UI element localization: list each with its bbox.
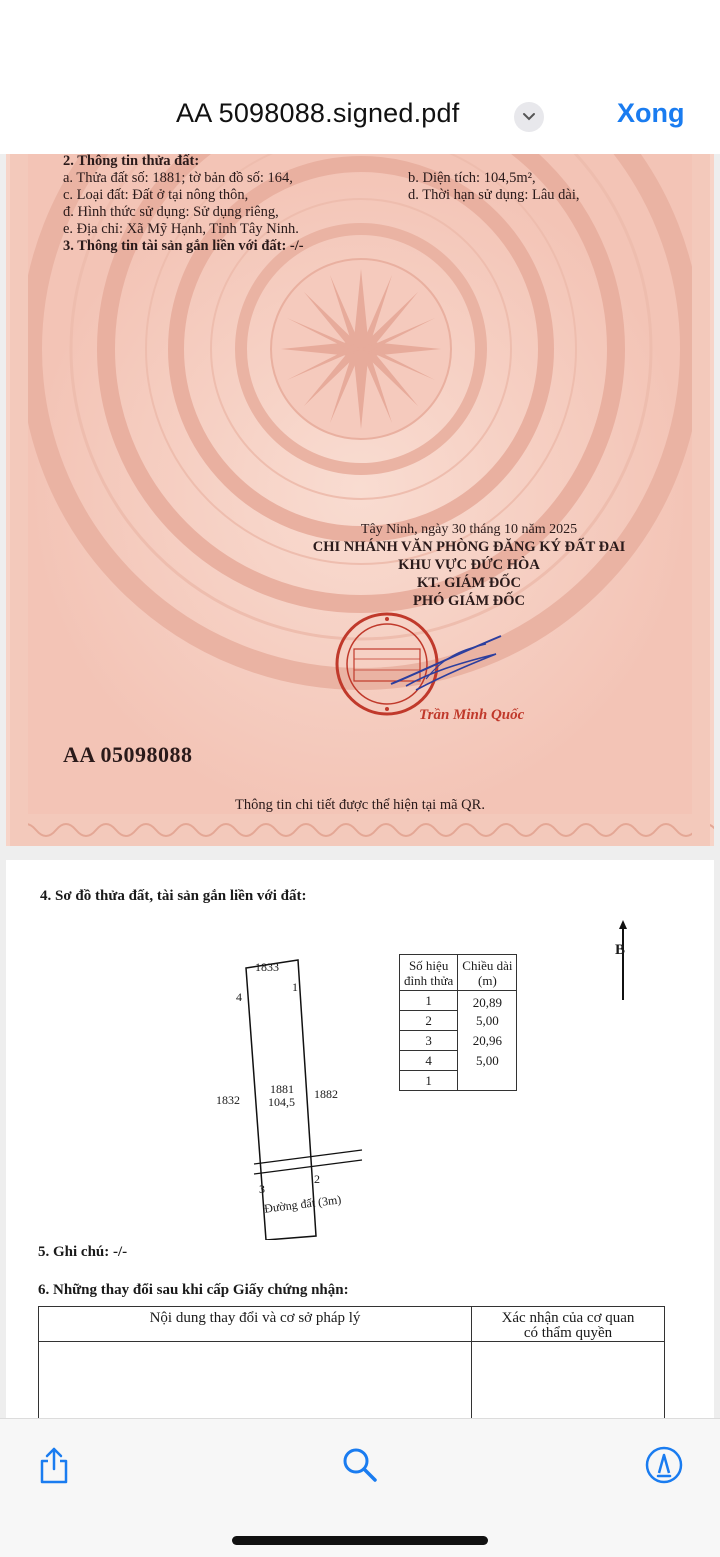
home-indicator[interactable] [232, 1536, 488, 1545]
changes-header-content: Nội dung thay đổi và cơ sở pháp lý [39, 1307, 472, 1342]
land-type-line: c. Loại đất: Đất ở tại nông thôn, [63, 187, 249, 203]
section-5-title: 5. Ghi chú: -/- [38, 1244, 128, 1260]
signer-name: Trần Minh Quốc [419, 707, 525, 723]
vertex-4-label: 4 [236, 990, 242, 1004]
bottom-toolbar [0, 1418, 720, 1557]
office-area: KHU VỰC ĐỨC HÒA [398, 557, 540, 573]
parcel-number-label: 1881 [270, 1082, 294, 1096]
table-header-length: Chiều dài (m) [458, 955, 517, 991]
changes-header-confirmation: Xác nhận của cơ quan có thẩm quyền [472, 1307, 665, 1342]
parcel-number-line: a. Thửa đất số: 1881; tờ bản đồ số: 164, [63, 170, 293, 186]
vertex-1-label: 1 [292, 980, 298, 994]
markup-icon[interactable] [642, 1443, 686, 1487]
handwritten-signature [386, 624, 506, 704]
changes-body-content [39, 1342, 472, 1419]
usage-term-line: d. Thời hạn sử dụng: Lâu dài, [408, 187, 580, 203]
section-3-title: 3. Thông tin tài sản gắn liền với đất: -/- [63, 238, 304, 254]
signer-authority: KT. GIÁM ĐỐC [416, 575, 522, 591]
usage-form-line: đ. Hình thức sử dụng: Sử dụng riêng, [63, 204, 279, 220]
section-2-title: 2. Thông tin thửa đất: [63, 154, 200, 169]
table-row: 1 20,89 [400, 991, 517, 1011]
qr-note: Thông tin chi tiết được thể hiện tại mã QR. [235, 797, 485, 813]
vertex-length-table [399, 954, 517, 1091]
pdf-page-1 [6, 154, 714, 846]
north-arrow-icon [613, 920, 633, 1000]
neighbor-parcel-top: 1833 [255, 960, 279, 974]
done-button[interactable]: Xong [617, 98, 685, 128]
vertex-3-label: 3 [259, 1182, 265, 1196]
certificate-serial: AA 05098088 [63, 742, 193, 767]
area-line: b. Diện tích: 104,5m², [408, 170, 536, 186]
share-icon[interactable] [32, 1443, 76, 1487]
neighbor-parcel-right: 1882 [314, 1087, 338, 1101]
table-row: 2 5,00 [400, 1011, 517, 1031]
chevron-down-icon[interactable] [514, 102, 544, 132]
search-icon[interactable] [338, 1443, 382, 1487]
section-4-title: 4. Sơ đồ thửa đất, tài sản gắn liền với đất: [40, 888, 307, 904]
sign-date: Tây Ninh, ngày 30 tháng 10 năm 2025 [360, 522, 578, 537]
office-name: CHI NHÁNH VĂN PHÒNG ĐĂNG KÝ ĐẤT ĐAI [312, 539, 626, 555]
parcel-area-label: 104,5 [268, 1095, 295, 1109]
road-label: Đường đất (3m) [263, 1192, 343, 1216]
signer-title: PHÓ GIÁM ĐỐC [413, 593, 525, 609]
vertex-2-label: 2 [314, 1172, 320, 1186]
changes-table [38, 1306, 665, 1418]
section-6-title: 6. Những thay đổi sau khi cấp Giấy chứng nhận: [38, 1282, 349, 1298]
changes-body-confirmation [472, 1342, 665, 1419]
neighbor-parcel-left: 1832 [216, 1093, 240, 1107]
document-title[interactable]: AA 5098088.signed.pdf [176, 98, 460, 128]
signature-block [304, 522, 634, 610]
parcel-diagram [206, 940, 406, 1240]
navigation-bar [0, 0, 720, 154]
pdf-viewer[interactable] [0, 154, 720, 1418]
table-header-point: Số hiệu đỉnh thửa [400, 955, 458, 991]
table-row: 4 5,00 [400, 1051, 517, 1071]
table-row: 3 20,96 [400, 1031, 517, 1051]
north-label: B [615, 942, 626, 958]
pdf-page-2 [6, 860, 714, 1418]
address-line: e. Địa chỉ: Xã Mỹ Hạnh, Tỉnh Tây Ninh. [63, 221, 299, 237]
table-row: 1 [400, 1071, 517, 1091]
